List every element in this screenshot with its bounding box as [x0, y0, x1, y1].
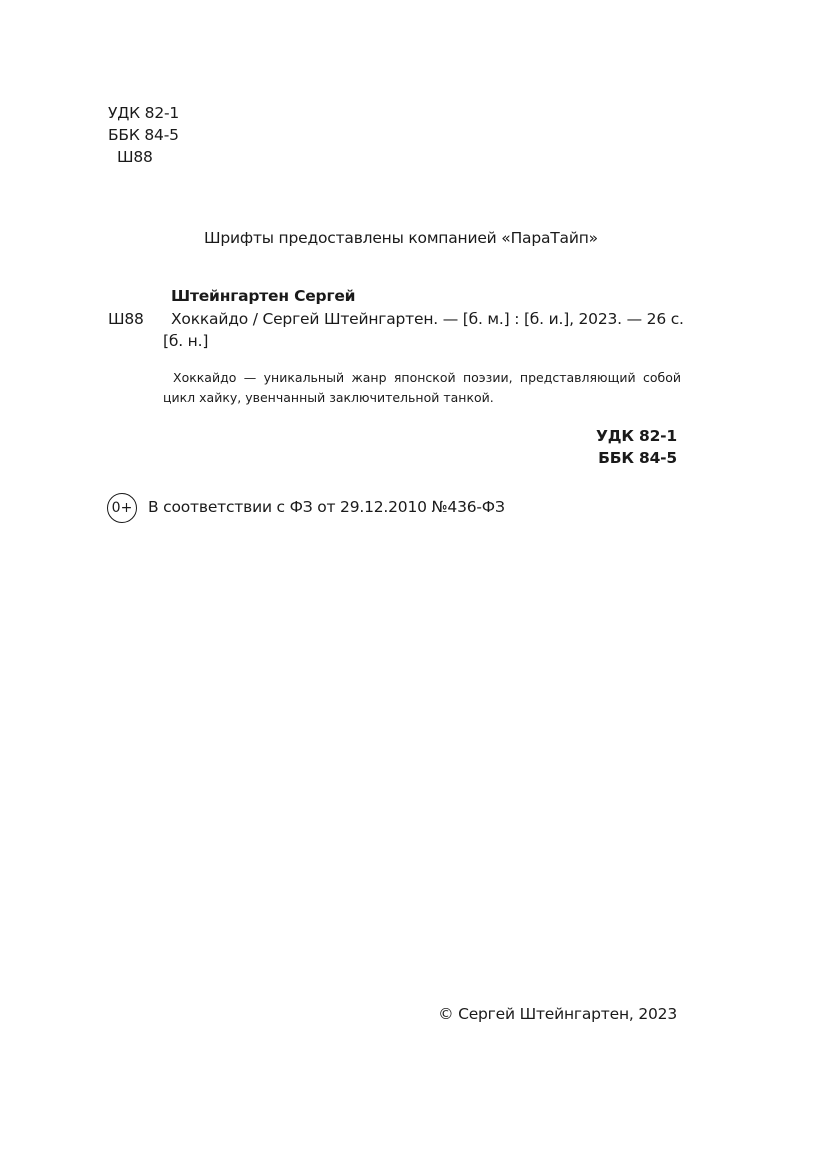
bbk-code-bottom: ББК 84-5 — [598, 449, 677, 467]
age-rating-law-text: В соответствии с ФЗ от 29.12.2010 №436-ФЗ — [148, 498, 505, 516]
bbk-code: ББК 84-5 — [108, 126, 179, 144]
udk-code: УДК 82-1 — [108, 104, 180, 122]
classification-codes-bottom — [596, 425, 677, 469]
annotation-text: Хоккайдо — уникальный жанр японской поэзии, представляющий собой цикл хайку, увенчанный заключительной танкой. — [163, 370, 681, 405]
fonts-credit-note: Шрифты предоставлены компанией «ПараТайп» — [204, 229, 598, 247]
bibliographic-description: Хоккайдо / Сергей Штейнгартен. — [б. м.] : [б. и.], 2023. — 26 с. — [171, 310, 684, 328]
bibliographic-description-continued: [б. н.] — [163, 332, 209, 350]
age-rating-badge — [107, 493, 137, 523]
udk-code-bottom: УДК 82-1 — [595, 427, 677, 445]
copyright-notice: © Сергей Штейнгартен, 2023 — [438, 1005, 677, 1023]
author-mark: Ш88 — [117, 148, 153, 166]
catalog-author-mark: Ш88 — [108, 310, 144, 328]
catalog-author-name: Штейнгартен Сергей — [171, 287, 356, 305]
book-annotation — [163, 368, 681, 408]
age-rating-label: 0+ — [111, 500, 133, 516]
classification-codes-top — [108, 102, 179, 168]
